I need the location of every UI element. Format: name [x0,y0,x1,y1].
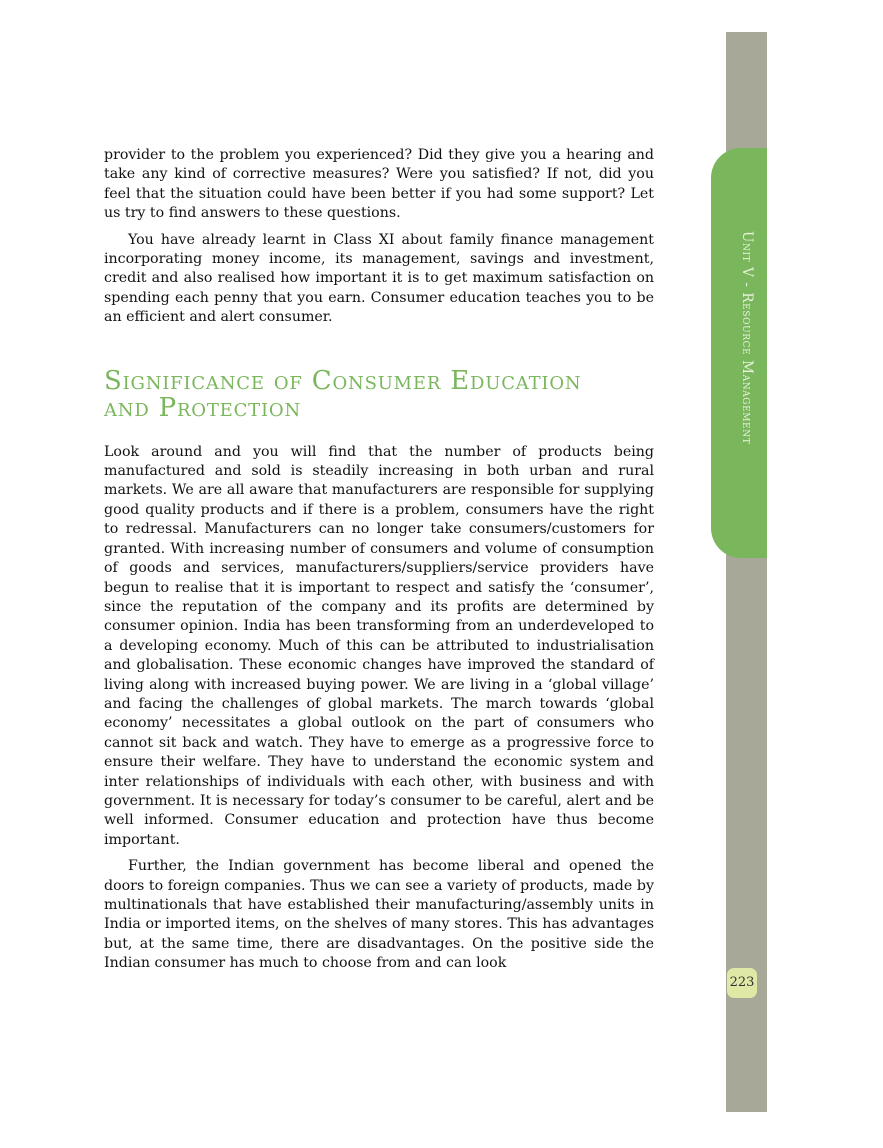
paragraph-2: You have already learnt in Class XI about family finance management incorporating money income, its management, savings and investment, credit and also realised how important it is to get maximum satisfaction on spending each penny that you earn. Consumer education teaches you to be an efficient and alert consumer. [104,231,654,326]
section-heading [104,365,654,423]
section-heading-line-1: Significance of Consumer Education [104,365,582,396]
paragraph-4: Further, the Indian government has become liberal and opened the doors to foreign companies. Thus we can see a variety of products, made by multinationals that have established their manufacturing/assembly units in India or imported items, on the shelves of many stores. This has advantages but, at the same time, there are disadvantages. On the positive side the Indian consumer has much to choose from and can look [104,858,654,972]
page-content [104,146,654,981]
unit-label: Unit V - Resource Management [739,231,755,445]
section-heading-line-2: and Protection [104,392,301,423]
paragraph-1: provider to the problem you experienced? Did they give you a hearing and take any kind of corrective measures? Were you satisfied? If not, did you feel that the situation could have been better if you had some support? Let us try to find answers to these questions. [104,147,654,222]
page-number: 223 [727,968,757,998]
paragraph-3: Look around and you will find that the number of products being manufactured and sold is steadily increasing in both urban and rural markets. We are all aware that manufacturers are responsible for supplying good quality products and if there is a problem, consumers have the right to redressal. Manufacturers can no longer take consumers/customers for granted. With increasing number of consumers and volume of consumption of goods and services, manufacturers/suppliers/service providers have begun to realise that it is important to respect and satisfy the ‘consumer’, since the reputation of the company and its profits are determined by consumer opinion. India has been transforming from an underdeveloped to a developing economy. Much of this can be attributed to industrialisation and globalisation. These economic changes have improved the standard of living along with increased buying power. We are living in a ‘global village’ and facing the challenges of global markets. The march towards ‘global economy’ necessitates a global outlook on the part of consumers who cannot sit back and watch. They have to emerge as a progressive force to ensure their welfare. They have to understand the economic system and inter relationships of individuals with each other, with business and with government. It is necessary for today’s consumer to be careful, alert and be well informed. Consumer education and protection have thus become important. [104,443,654,848]
